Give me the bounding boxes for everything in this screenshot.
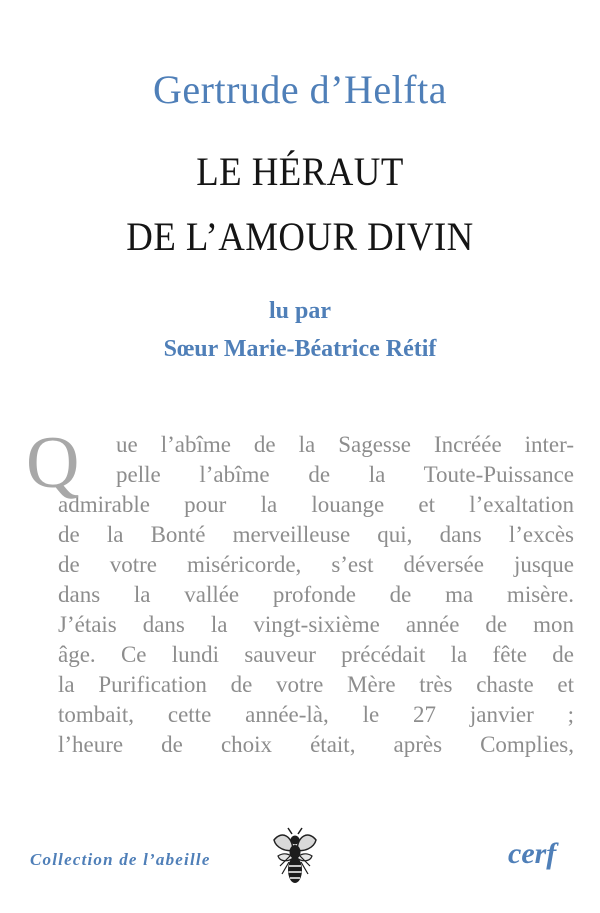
bee-icon bbox=[268, 826, 322, 890]
excerpt-line: admirable pour la louange et l’exaltation bbox=[58, 492, 574, 517]
book-title-line-1: LE HÉRAUT bbox=[196, 149, 404, 194]
author-name: Gertrude d’Helfta bbox=[153, 67, 447, 112]
reader-prefix: lu par bbox=[268, 298, 331, 324]
drop-cap: Q bbox=[26, 422, 80, 504]
excerpt-line: de votre miséricorde, s’est déversée jusque bbox=[58, 552, 574, 577]
publisher-logo: cerf bbox=[508, 837, 557, 870]
excerpt-line: de la Bonté merveilleuse qui, dans l’excès bbox=[58, 522, 574, 547]
excerpt-line: la Purification de votre Mère très chaste et bbox=[58, 672, 574, 697]
excerpt-text bbox=[26, 422, 574, 760]
book-title-line-2: DE L’AMOUR DIVIN bbox=[126, 214, 474, 259]
collection-name: Collection de l’abeille bbox=[30, 850, 211, 869]
excerpt-line: tombait, cette année-là, le 27 janvier ; bbox=[58, 702, 574, 727]
excerpt-line: J’étais dans la vingt-sixième année de mon bbox=[58, 612, 574, 637]
excerpt-line: l’heure de choix était, après Complies, bbox=[58, 732, 574, 757]
reader-name: Sœur Marie-Béatrice Rétif bbox=[163, 336, 437, 362]
excerpt-line: dans la vallée profonde de ma misère. bbox=[58, 582, 574, 607]
excerpt-line: pelle l’abîme de la Toute-Puissance bbox=[116, 462, 574, 487]
excerpt-line: ue l’abîme de la Sagesse Incréée inter- bbox=[116, 432, 574, 457]
excerpt-line: âge. Ce lundi sauveur précédait la fête de bbox=[58, 642, 574, 667]
